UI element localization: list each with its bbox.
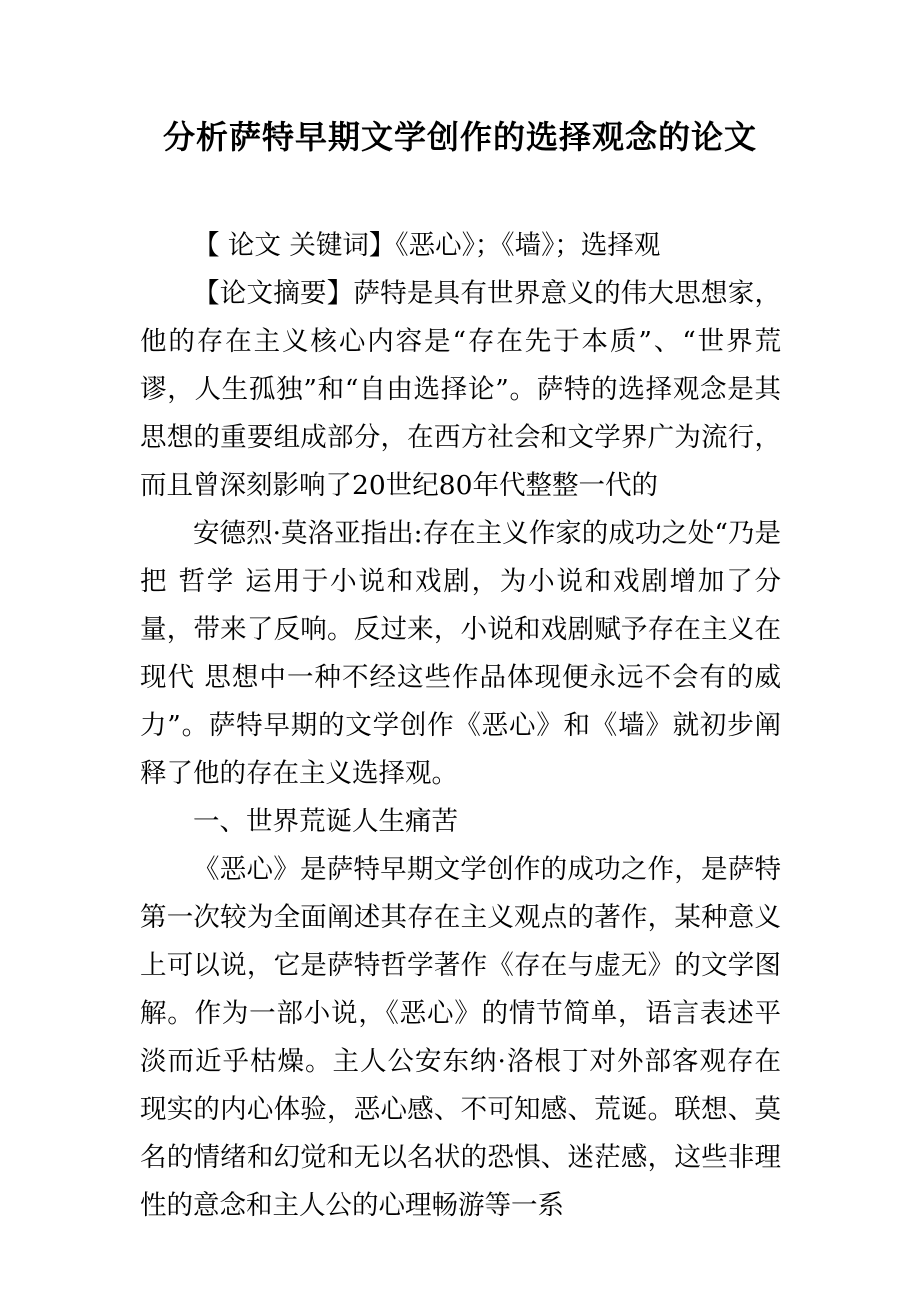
- body-paragraph: 安德烈·莫洛亚指出:存在主义作家的成功之处“乃是把 哲学 运用于小说和戏剧，为小说和戏剧增加了分量，带来了反响。反过来，小说和戏剧赋予存在主义在 现代 思想中一种不经这些作品体现便永远不会有的威力”。萨特早期的文学创作《恶心》和《墙》就初步阐释了他的存在主义选择观。: [140, 518, 781, 789]
- document-body: [140, 222, 781, 1230]
- abstract-paragraph: 【论文摘要】萨特是具有世界意义的伟大思想家，他的存在主义核心内容是“存在先于本质”、“世界荒谬，人生孤独”和“自由选择论”。萨特的选择观念是其思想的重要组成部分，在西方社会和文学界广为流行，而且曾深刻影响了20世纪80年代整整一代的: [140, 278, 781, 501]
- document-title: 分析萨特早期文学创作的选择观念的论文: [162, 118, 757, 156]
- keywords-paragraph: 【 论文 关键词】《恶心》；《墙》；选择观: [193, 230, 661, 261]
- body-paragraph: 《恶心》是萨特早期文学创作的成功之作，是萨特第一次较为全面阐述其存在主义观点的著作，某种意义上可以说，它是萨特哲学著作《存在与虚无》的文学图解。作为一部小说，《恶心》的情节简单，语言表述平淡而近乎枯燥。主人公安东纳·洛根丁对外部客观存在现实的内心体验，恶心感、不可知感、荒诞。联想、莫名的情绪和幻觉和无以名状的恐惧、迷茫感，这些非理性的意念和主人公的心理畅游等一系: [140, 854, 781, 1221]
- section-heading: 一、世界荒诞人生痛苦: [193, 806, 458, 837]
